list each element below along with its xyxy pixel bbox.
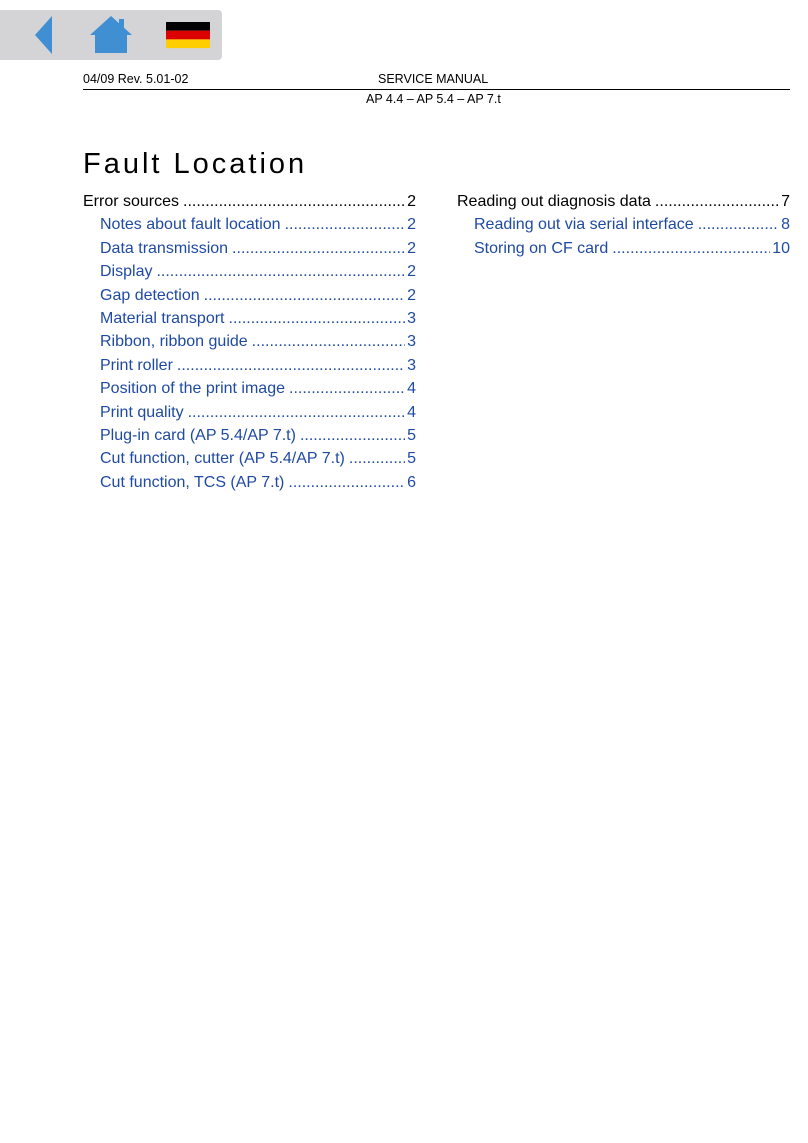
toc-dot-leader bbox=[300, 424, 405, 447]
toc-dot-leader bbox=[612, 237, 770, 260]
toc-entry-link[interactable] bbox=[83, 307, 416, 330]
toc-entry-title: Material transport bbox=[100, 309, 225, 327]
toc-page-number: 5 bbox=[407, 426, 416, 444]
toc-dot-leader bbox=[698, 213, 779, 236]
toc-page-number: 2 bbox=[407, 239, 416, 257]
page-title: Fault Location bbox=[83, 148, 308, 180]
toc-entry-link[interactable] bbox=[83, 260, 416, 283]
back-arrow-icon bbox=[30, 10, 60, 60]
toc-entry-title: Ribbon, ribbon guide bbox=[100, 333, 248, 351]
toc-page-number: 3 bbox=[407, 356, 416, 374]
toc-entry-link[interactable] bbox=[83, 330, 416, 353]
toc-entry-link[interactable] bbox=[83, 354, 416, 377]
toc-entry-link[interactable] bbox=[457, 237, 790, 260]
toc-page-number: 7 bbox=[781, 193, 790, 210]
toc-entry-link[interactable] bbox=[83, 213, 416, 236]
toc-left-column bbox=[83, 190, 416, 494]
toc-entry-link[interactable] bbox=[83, 401, 416, 424]
toc-right-column bbox=[457, 190, 790, 260]
toc-entry-link[interactable] bbox=[83, 424, 416, 447]
model-list: AP 4.4 – AP 5.4 – AP 7.t bbox=[366, 92, 501, 106]
home-icon bbox=[86, 10, 136, 60]
toc-section-link[interactable] bbox=[457, 190, 790, 213]
toc-dot-leader bbox=[188, 401, 406, 424]
toc-page-number: 2 bbox=[407, 216, 416, 234]
toc-entry-title: Display bbox=[100, 263, 153, 281]
toc-entry-title: Print roller bbox=[100, 356, 173, 374]
toc-entry-link[interactable] bbox=[457, 213, 790, 236]
toc-entry-link[interactable] bbox=[83, 237, 416, 260]
toc-page-number: 2 bbox=[407, 286, 416, 304]
toc-entry-link[interactable] bbox=[83, 447, 416, 470]
toc-dot-leader bbox=[232, 237, 405, 260]
german-flag-icon bbox=[164, 10, 212, 60]
toc-page-number: 2 bbox=[407, 193, 416, 210]
toc-entry-title: Plug-in card (AP 5.4/AP 7.t) bbox=[100, 426, 296, 444]
toc-page-number: 3 bbox=[407, 309, 416, 327]
language-button[interactable] bbox=[164, 10, 212, 60]
toc-page-number: 10 bbox=[772, 239, 790, 257]
toc-dot-leader bbox=[288, 471, 405, 494]
manual-title: SERVICE MANUAL bbox=[378, 72, 489, 86]
toc-entry-title: Reading out diagnosis data bbox=[457, 193, 651, 210]
toc-entry-title: Storing on CF card bbox=[474, 239, 609, 257]
back-button[interactable] bbox=[30, 10, 60, 60]
toc-dot-leader bbox=[349, 447, 405, 470]
toc-page-number: 2 bbox=[407, 263, 416, 281]
toc-dot-leader bbox=[183, 190, 405, 213]
toc-dot-leader bbox=[204, 284, 405, 307]
toc-entry-title: Gap detection bbox=[100, 286, 200, 304]
toc-entry-title: Notes about fault location bbox=[100, 216, 281, 234]
toc-dot-leader bbox=[156, 260, 405, 283]
toc-entry-title: Print quality bbox=[100, 403, 184, 421]
toc-page-number: 6 bbox=[407, 473, 416, 491]
navigation-bar bbox=[0, 10, 222, 60]
toc-dot-leader bbox=[655, 190, 779, 213]
toc-entry-title: Position of the print image bbox=[100, 380, 285, 398]
toc-page-number: 8 bbox=[781, 216, 790, 234]
toc-entry-title: Cut function, TCS (AP 7.t) bbox=[100, 473, 285, 491]
toc-page-number: 4 bbox=[407, 380, 416, 398]
toc-page-number: 3 bbox=[407, 333, 416, 351]
toc-dot-leader bbox=[252, 330, 405, 353]
toc-entry-title: Data transmission bbox=[100, 239, 229, 257]
toc-entry-title: Reading out via serial interface bbox=[474, 216, 694, 234]
toc-dot-leader bbox=[285, 213, 406, 236]
toc-dot-leader bbox=[289, 377, 405, 400]
toc-section-link[interactable] bbox=[83, 190, 416, 213]
header-divider bbox=[83, 89, 790, 90]
toc-page-number: 4 bbox=[407, 403, 416, 421]
toc-entry-link[interactable] bbox=[83, 377, 416, 400]
toc-dot-leader bbox=[177, 354, 405, 377]
home-button[interactable] bbox=[86, 10, 136, 60]
toc-entry-title: Cut function, cutter (AP 5.4/AP 7.t) bbox=[100, 450, 345, 468]
toc-entry-link[interactable] bbox=[83, 471, 416, 494]
revision-label: 04/09 Rev. 5.01-02 bbox=[83, 72, 189, 86]
toc-dot-leader bbox=[229, 307, 406, 330]
toc-entry-link[interactable] bbox=[83, 284, 416, 307]
toc-entry-title: Error sources bbox=[83, 193, 180, 210]
toc-page-number: 5 bbox=[407, 450, 416, 468]
